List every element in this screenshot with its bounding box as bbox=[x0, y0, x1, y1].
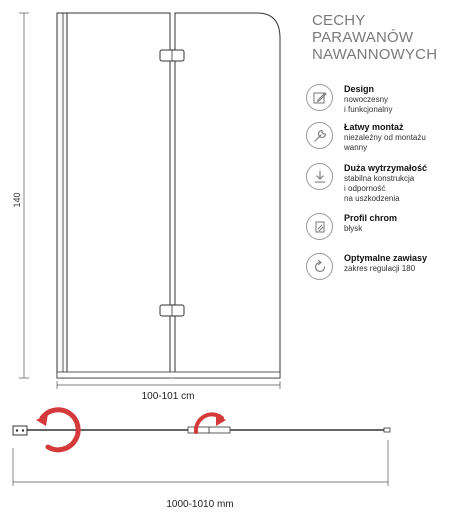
hinge-top bbox=[160, 50, 184, 61]
pencil-icon bbox=[306, 84, 333, 111]
plan-view bbox=[13, 410, 390, 450]
feature-durability bbox=[306, 163, 456, 203]
gloss-icon bbox=[306, 213, 333, 240]
feature-title: Łatwy montaż bbox=[344, 122, 404, 132]
bottom-profile bbox=[57, 372, 280, 378]
feature-design bbox=[306, 84, 456, 124]
feature-chrome-profile bbox=[306, 213, 456, 253]
feature-desc-line: niezależny od montażu bbox=[344, 133, 426, 142]
feature-title: Design bbox=[344, 84, 375, 94]
feature-title: Profil chrom bbox=[344, 213, 398, 223]
feature-title: Optymalne zawiasy bbox=[344, 253, 428, 263]
top-width-label: 100-101 cm bbox=[141, 391, 195, 402]
plan-wall-bracket bbox=[13, 426, 27, 435]
front-view bbox=[57, 13, 280, 378]
feature-easy-install bbox=[306, 122, 456, 162]
rotate-icon bbox=[306, 253, 333, 280]
feature-desc-line: nowoczesny bbox=[344, 95, 389, 104]
heading-line-3: NAWANNOWYCH bbox=[312, 46, 438, 63]
feature-desc-line: i odporność bbox=[344, 184, 386, 193]
wall-profile bbox=[57, 13, 67, 378]
height-label: 140 bbox=[12, 192, 22, 208]
glass-panel-right bbox=[175, 13, 280, 378]
bottom-width-dimension bbox=[13, 440, 388, 510]
bottom-width-label: 1000-1010 mm bbox=[166, 499, 234, 510]
heading-line-1: CECHY bbox=[312, 12, 366, 29]
download-arrow-icon bbox=[306, 163, 333, 190]
feature-desc-line: na uszkodzenia bbox=[344, 194, 400, 203]
feature-desc-line: zakres regulacji 180 bbox=[344, 264, 416, 273]
feature-hinges bbox=[306, 253, 456, 293]
hinge-bottom bbox=[160, 305, 184, 316]
glass-panel-left bbox=[67, 13, 170, 378]
top-width-dimension bbox=[57, 381, 280, 402]
feature-title: Duża wytrzymałość bbox=[344, 163, 428, 173]
features-heading bbox=[312, 12, 457, 63]
feature-desc-line: stabilna konstrukcja bbox=[344, 174, 415, 183]
feature-desc-line: wanny bbox=[344, 143, 368, 152]
height-dimension bbox=[12, 13, 29, 378]
feature-desc-line: i funkcjonalny bbox=[344, 105, 393, 114]
wrench-icon bbox=[306, 122, 333, 149]
feature-desc-line: błysk bbox=[344, 224, 363, 233]
heading-line-2: PARAWANÓW bbox=[312, 29, 414, 46]
